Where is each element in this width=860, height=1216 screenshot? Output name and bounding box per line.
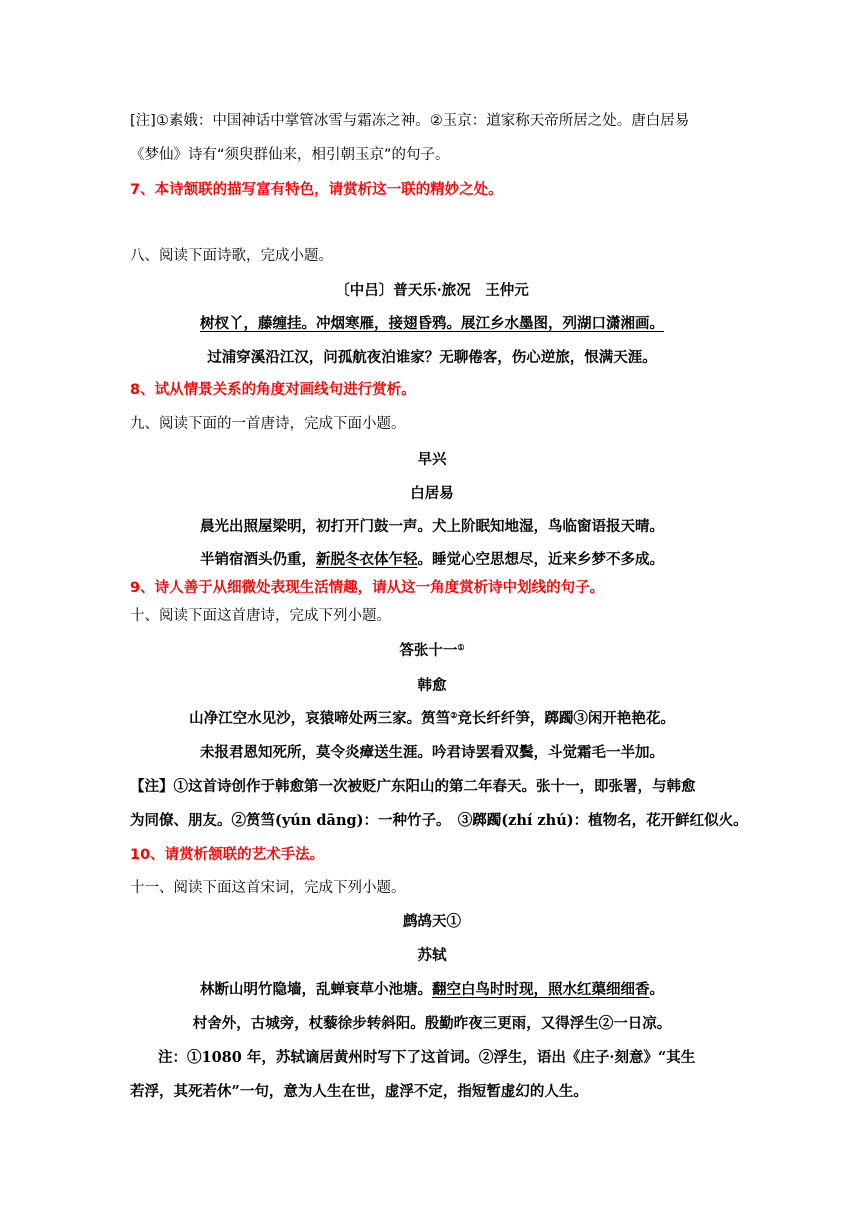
s8-poem-title: 〔中吕〕普天乐·旅况 王仲元 — [335, 282, 529, 299]
s11-poem-line1 — [130, 980, 734, 1000]
q7-note-line2: 《梦仙》诗有“须臾群仙来，相引朝玉京”的句子。 — [130, 147, 450, 163]
s11-line1-part3: 。 — [649, 981, 664, 998]
s8-underlined-line: 树杈丫，藤缠挂。冲烟寒雁，接翅昏鸦。展江乡水墨图，列湖口潇湘画。 — [200, 315, 664, 332]
s9-poem-author: 白居易 — [410, 485, 454, 502]
s10-heading: 十、阅读下面这首唐诗，完成下列小题。 — [130, 608, 391, 624]
s10-question: 10、请赏析颔联的艺术手法。 — [130, 847, 325, 863]
s10-poem-author: 韩愈 — [417, 677, 447, 694]
s11-underlined-line: 翻空白鸟时时现，照水红蕖细细香 — [432, 981, 650, 998]
s9-poem-line1: 晨光出照屋梁明，初打开门鼓一声。犬上阶眠知地湿，鸟临窗语报天晴。 — [200, 518, 664, 535]
s9-poem-line2 — [130, 550, 734, 570]
s11-heading: 十一、阅读下面这首宋词，完成下列小题。 — [130, 880, 406, 896]
s8-question: 8、试从情景关系的角度对画线句进行赏析。 — [130, 382, 416, 398]
s11-note-line2: 若浮，其死若休”一句，意为人生在世，虚浮不定，指短暂虚幻的人生。 — [130, 1083, 588, 1100]
s10-poem-line2: 未报君恩知死所，莫令炎瘴送生涯。吟君诗罢看双鬓，斗觉霜毛一半加。 — [200, 744, 664, 761]
s10-line1-footnote: ② — [450, 710, 458, 720]
s10-title-text: 答张十一 — [399, 642, 458, 659]
s10-note-line1: 【注】①这首诗创作于韩愈第一次被贬广东阳山的第二年春天。张十一，即张署，与韩愈 — [130, 778, 696, 795]
s8-poem-line1 — [130, 314, 734, 334]
s8-poem-line2: 过浦穿溪沿江汉，问孤航夜泊谁家？无聊倦客，伤心逆旅，恨满天涯。 — [207, 349, 657, 366]
s11-line1-part1: 林断山明竹隐墙，乱蝉衰草小池塘。 — [200, 981, 432, 998]
s9-question: 9、诗人善于从细微处表现生活情趣，请从这一角度赏析诗中划线的句子。 — [130, 580, 605, 596]
s11-note-line1: 注：①1080 年，苏轼谪居黄州时写下了这首词。②浮生，语出《庄子·刻意》“其生 — [158, 1049, 696, 1066]
s10-title-footnote: ① — [457, 642, 465, 652]
q7-note-line1: [注]①素娥：中国神话中掌管冰雪与霜冻之神。②玉京：道家称天帝所居之处。唐白居易 — [130, 113, 690, 129]
s11-poem-author: 苏轼 — [417, 947, 447, 964]
s10-poem-line1 — [130, 709, 734, 729]
s11-poem-line2: 村舍外，古城旁，杖藜徐步转斜阳。殷勤昨夜三更雨，又得浮生②一日凉。 — [192, 1015, 672, 1032]
s9-line2-part1: 半销宿酒头仍重， — [200, 551, 316, 568]
s9-heading: 九、阅读下面的一首唐诗，完成下面小题。 — [130, 416, 406, 432]
s10-line1-part2: 竞长纤纤笋，踯躅③闲开艳艳花。 — [457, 710, 675, 727]
s9-line2-part3: 。睡觉心空思想尽，近来乡梦不多成。 — [417, 551, 664, 568]
s9-underlined-line: 新脱冬衣体乍轻 — [316, 551, 418, 568]
s10-poem-title — [130, 641, 734, 661]
q7-question: 7、本诗颔联的描写富有特色，请赏析这一联的精妙之处。 — [130, 182, 503, 198]
s8-heading: 八、阅读下面诗歌，完成小题。 — [130, 248, 333, 264]
s10-line1-part1: 山净江空水见沙，哀猿啼处两三家。筼筜 — [189, 710, 451, 727]
s9-poem-title: 早兴 — [417, 451, 447, 468]
s10-note-line2: 为同僚、朋友。②筼筜(yún dāng)：一种竹子。 ③踯躅(zhí zhú)：植物名，花开鲜红似火。 — [130, 812, 748, 829]
s11-poem-title: 鹧鸪天① — [403, 913, 461, 930]
